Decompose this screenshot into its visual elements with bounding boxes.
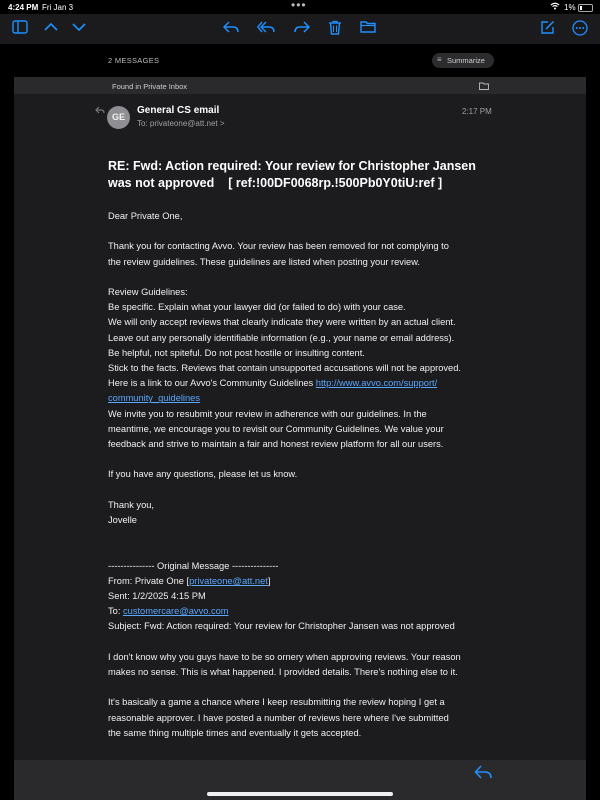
chevron-up-icon[interactable] <box>44 20 58 34</box>
trash-icon[interactable] <box>328 20 342 35</box>
folder-icon[interactable] <box>360 20 376 33</box>
message-body <box>108 209 508 741</box>
body-line: I don't know why you guys have to be so ornery when approving reviews. Your reason <box>108 651 461 662</box>
guideline-link-line-2 <box>108 391 508 406</box>
summarize-button[interactable] <box>432 53 494 68</box>
orig-sent-line: Sent: 1/2/2025 4:15 PM <box>108 591 206 601</box>
summarize-label: Summarize <box>447 56 485 65</box>
recipient-line[interactable] <box>137 119 225 128</box>
orig-to-email-link[interactable]: customercare@avvo.com <box>123 606 229 617</box>
subject-ref: [ ref:!00DF0068rp.!500Pb0Y0tiU:ref ] <box>228 176 443 190</box>
mailbox-label: Found in Private Inbox <box>112 82 188 91</box>
more-icon[interactable] <box>572 20 588 36</box>
message-subject <box>108 158 528 192</box>
mailbox-banner <box>14 77 586 94</box>
signature: Jovelle <box>108 515 137 525</box>
recipient-address[interactable]: privateone@att.net <box>149 119 218 128</box>
replied-icon <box>95 106 105 116</box>
battery-percent: 1% <box>564 3 576 12</box>
guidelines-heading: Review Guidelines: <box>108 286 188 297</box>
sidebar-icon[interactable] <box>12 20 28 34</box>
greeting: Dear Private One, <box>108 211 183 221</box>
body-line: the review guidelines. These guidelines are listed when posting your review. <box>108 256 420 267</box>
guideline-item: We will only accept reviews that clearly indicate they were written by an actual client. <box>108 317 456 328</box>
mail-toolbar <box>0 14 600 44</box>
community-guidelines-link[interactable]: http://www.avvo.com/support/ <box>315 378 438 389</box>
body-line: reasonable approver. I have posted a number of reviews here where I've submitted <box>108 712 449 723</box>
message-time: 2:17 PM <box>462 107 492 116</box>
multitasking-dots-icon[interactable]: ••• <box>291 0 307 12</box>
summarize-icon: ≡ <box>437 55 442 64</box>
compose-icon[interactable] <box>540 20 555 35</box>
guideline-item: Leave out any personally identifiable information (e.g., your name or email address). <box>108 332 455 343</box>
body-line: meantime, we encourage you to revisit our Community Guidelines. We value your <box>108 423 444 434</box>
reply-all-icon[interactable] <box>257 20 275 34</box>
reply-icon[interactable] <box>223 20 239 34</box>
guideline-item: Be helpful, not spiteful. Do not post hostile or insulting content. <box>108 347 365 358</box>
original-message-header: --------------- Original Message --------------- <box>108 560 279 571</box>
guideline-link-line: Here is a link to our Avvo's Community Guidelines http://www.avvo.com/support/ <box>108 378 438 389</box>
status-time: 4:24 PM <box>8 3 39 12</box>
body-line: Thank you for contacting Avvo. Your review has been removed for not complying to <box>108 241 449 252</box>
message-count: 2 MESSAGES <box>108 56 160 65</box>
guideline-item: Stick to the facts. Reviews that contain unsupported accusations will not be approved. <box>108 363 461 373</box>
status-date: Fri Jan 3 <box>42 3 74 12</box>
forward-icon[interactable] <box>294 20 310 34</box>
body-line: It's basically a game a chance where I keep resubmitting the review hoping I get a <box>108 697 445 708</box>
sender-name[interactable]: General CS email <box>137 105 220 116</box>
orig-from-line: From: Private One [privateone@att.net] <box>108 575 271 586</box>
community-guidelines-link-cont[interactable]: community_guidelines <box>108 393 200 404</box>
chevron-right-icon[interactable]: > <box>219 119 225 128</box>
home-indicator[interactable] <box>207 792 393 796</box>
status-bar <box>0 0 600 14</box>
to-prefix: To: <box>137 119 148 128</box>
battery-icon <box>578 4 593 12</box>
wifi-icon <box>550 2 560 12</box>
subject-line-1: RE: Fwd: Action required: Your review for Christopher Jansen <box>108 159 476 173</box>
body-line: Thank you, <box>108 499 154 510</box>
body-line: makes no sense. This is what happened. I provided details. There's nothing else to it. <box>108 667 458 677</box>
avatar[interactable]: GE <box>107 106 130 129</box>
chevron-down-icon[interactable] <box>72 20 86 34</box>
guideline-item: Be specific. Explain what your lawyer did (or failed to do) with your case. <box>108 302 406 313</box>
body-line: feedback and strive to maintain a fair and honest review platform for all our users. <box>108 439 444 450</box>
bottom-reply-icon[interactable] <box>474 764 492 785</box>
orig-from-email-link[interactable]: privateone@att.net <box>189 575 268 586</box>
subject-line-2: was not approved [ ref:!00DF0068rp.!500Pb0Y0tiU:ref ] <box>108 176 443 190</box>
orig-subject-line: Subject: Fwd: Action required: Your review for Christopher Jansen was not approved <box>108 621 455 632</box>
body-line: If you have any questions, please let us know. <box>108 469 298 480</box>
banner-folder-icon[interactable] <box>479 82 489 92</box>
body-line: We invite you to resubmit your review in adherence with our guidelines. In the <box>108 408 427 419</box>
orig-to-line: To: customercare@avvo.com <box>108 606 229 617</box>
body-line: the same thing multiple times and eventually it gets accepted. <box>108 727 362 738</box>
